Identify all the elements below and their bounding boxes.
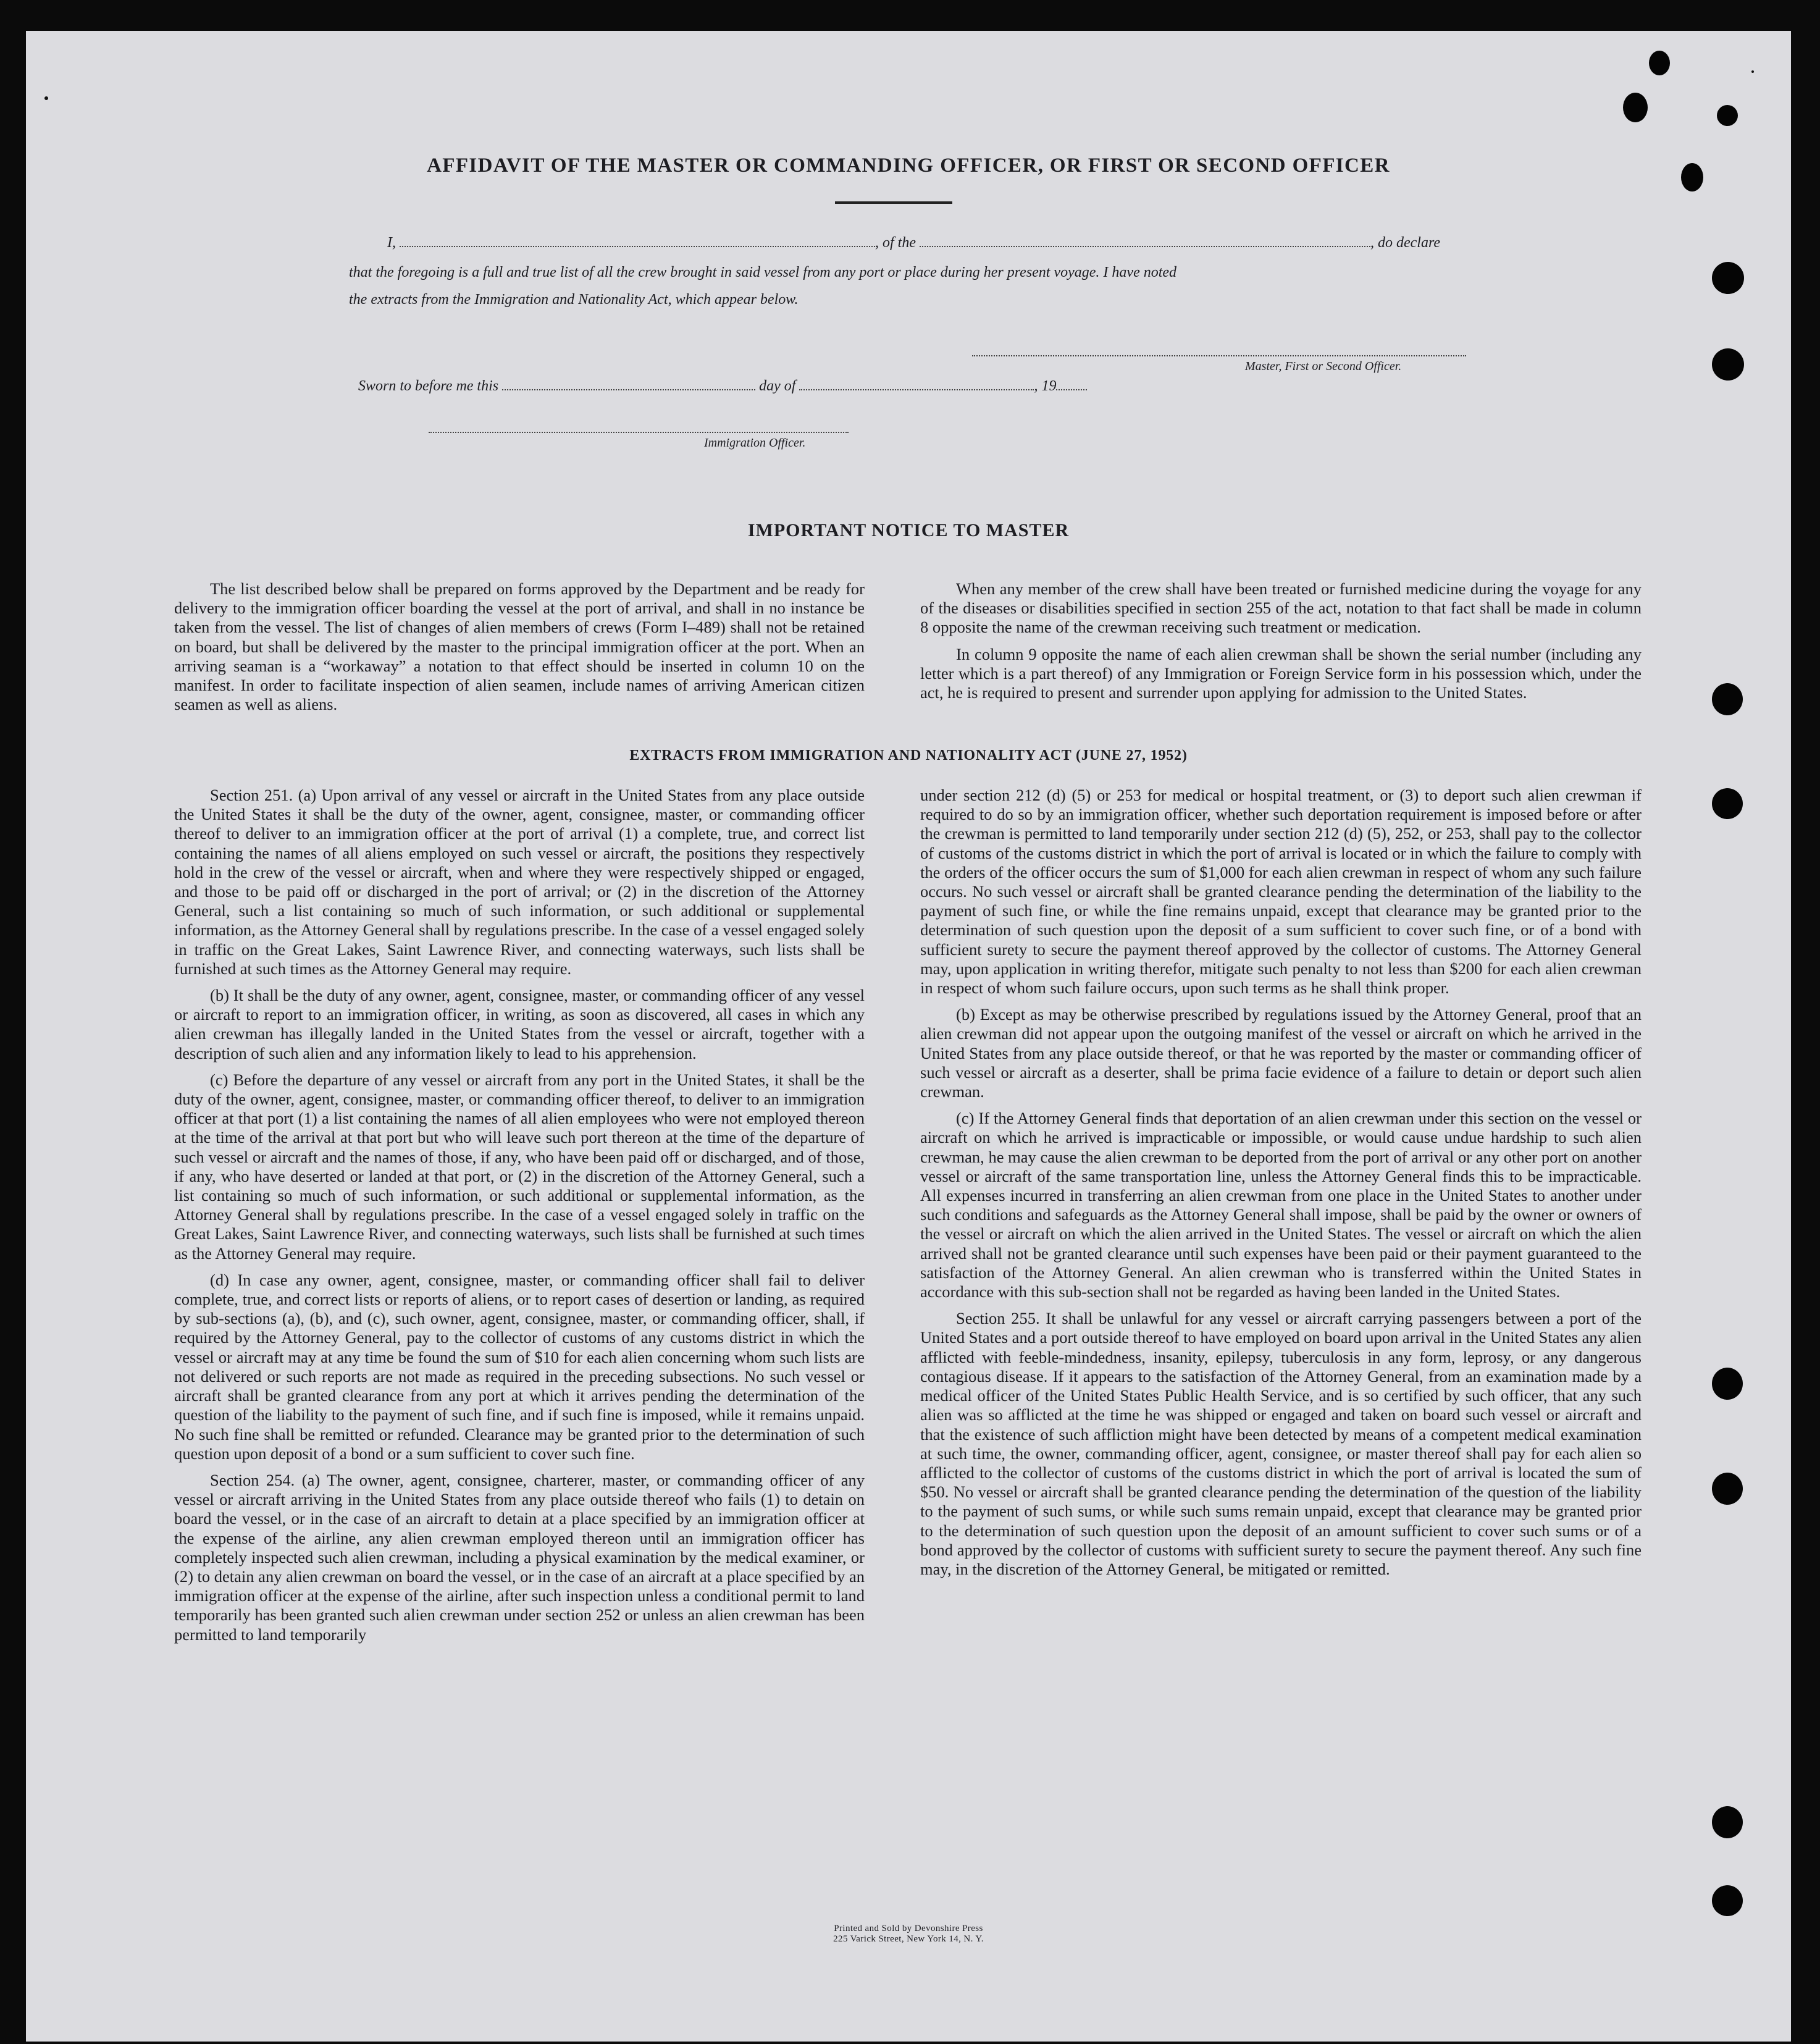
punch-hole bbox=[1712, 1473, 1743, 1505]
declarant-prefix: I, bbox=[387, 235, 396, 251]
punch-hole bbox=[1712, 788, 1743, 819]
notice-right-paragraph-1: When any member of the crew shall have been treated or furnished medicine during the voyage for any of the diseases or disabilities specified in section 255 of the act, notation to that fact shall be made in column 8 opposite the name of the crewman receiving such treatment or medication. bbox=[920, 579, 1642, 637]
declaration-line bbox=[387, 235, 1440, 251]
officer-signature-field[interactable] bbox=[972, 355, 1466, 356]
sworn-line bbox=[358, 378, 1087, 395]
sworn-year-field[interactable] bbox=[1056, 389, 1087, 390]
punch-hole bbox=[1717, 105, 1738, 126]
punch-hole bbox=[1623, 93, 1648, 122]
punch-hole bbox=[1712, 1368, 1743, 1400]
officer-signature-caption: Master, First or Second Officer. bbox=[1245, 360, 1402, 373]
declaration-text-line-3: the extracts from the Immigration and Nationality Act, which appear below. bbox=[349, 292, 799, 308]
notice-left-paragraph: The list described below shall be prepared on forms approved by the Department and be ready for delivery to the immigration officer boarding the vessel at the port of arrival, and shall in no instance be taken from the vessel. The list of changes of alien members of crews (Form I–489) shall not be retained on board, but shall be delivered by the master to the principal immigration officer at the port. When an arriving seaman is a “workaway” a notation to that effect should be inserted in column 10 on the manifest. In order to facilitate inspection of alien seamen, include names of arriving American citizen seamen as well as aliens. bbox=[174, 579, 865, 714]
notice-right-paragraph-2: In column 9 opposite the name of each alien crewman shall be shown the serial number (including any letter which is a part thereof) of any Immigration or Foreign Service form in his possession which, under the act, he is required to present and surrender upon applying for admission to the United States. bbox=[920, 644, 1642, 702]
punch-hole bbox=[1712, 683, 1743, 715]
year-prefix: , 19 bbox=[1034, 378, 1057, 394]
section-251-d: (d) In case any owner, agent, consignee, master, or commanding officer shall fail to deliver complete, true, and correct lists or reports of aliens, or to report cases of desertion or landing, as required by sub-sections (a), (b), and (c), such owner, agent, consignee, master, or commanding officer, shall, if required by the Attorney General, pay to the collector of customs of any customs district in which the vessel or aircraft may at any time be found the sum of $10 for each alien concerning whom such lists are not delivered or such reports are not made as required in the preceding subsections. No such vessel or aircraft shall be granted clearance from any port at which it arrives pending the determination of the question of the liability to the payment of such fine, and if such fine is imposed, while it remains unpaid. No such fine shall be remitted or refunded. Clearance may be granted prior to the determination of such question upon deposit of a bond or a sum sufficient to cover such fine. bbox=[174, 1270, 865, 1463]
section-255: Section 255. It shall be unlawful for any vessel or aircraft carrying passengers between a port of the United States and a port outside thereof to have employed on board upon arrival in the United States any alien afflicted with feeble-mindedness, insanity, epilepsy, tuberculosis in any form, leprosy, or any dangerous contagious disease. If it appears to the satisfaction of the Attorney General, from an examination made by a medical officer of the United States Public Health Service, and is so certified by such officer, that any such alien was so afflicted at the time he was shipped or engaged and taken on board such vessel or aircraft and that the existence of such affliction might have been detected by means of a competent medical examination at such time, the owner, commanding officer, agent, consignee, or master thereof shall pay for each alien so afflicted to the collector of customs of the customs district in which the port of arrival is located the sum of $50. No vessel or aircraft shall be granted clearance pending the determination of the question of the liability to the payment of such sums, or while such sums remain unpaid, except that clearance may be granted prior to the determination of such question upon the deposit of an amount sufficient to cover such sums or of a bond approved by the collector of customs with sufficient surety to secure the payment thereof. Any such fine may, in the discretion of the Attorney General, be mitigated or remitted. bbox=[920, 1309, 1642, 1578]
printer-imprint bbox=[26, 1924, 1791, 1945]
punch-hole bbox=[1712, 262, 1744, 294]
declaration-text-line-2: that the foregoing is a full and true list of all the crew brought in said vessel from any port or place during her present voyage. I have noted bbox=[349, 264, 1177, 280]
printer-line-2: 225 Varick Street, New York 14, N. Y. bbox=[833, 1934, 984, 1944]
printer-line-1: Printed and Sold by Devonshire Press bbox=[834, 1924, 983, 1933]
notice-left-column bbox=[174, 579, 865, 721]
immigration-officer-caption: Immigration Officer. bbox=[704, 436, 806, 450]
punch-hole bbox=[1649, 51, 1670, 75]
day-of-label: day of bbox=[759, 378, 796, 394]
section-251-b: (b) It shall be the duty of any owner, agent, consignee, master, or commanding officer of any vessel or aircraft to report to an immigration officer, in writing, as soon as discovered, all cases in which any alien crewman has illegally landed in the United States from the vessel or aircraft, together with a description of such alien and any information likely to lead to his apprehension. bbox=[174, 986, 865, 1062]
section-254-b: (b) Except as may be otherwise prescribed by regulations issued by the Attorney General, proof that an alien crewman did not appear upon the outgoing manifest of the vessel or aircraft on which he arrived in the United States from any place outside thereof, or that he was reported by the master or commanding officer of such vessel or aircraft as a deserter, shall be prima facie evidence of a failure to detain or deport such alien crewman. bbox=[920, 1005, 1642, 1101]
immigration-officer-signature-field[interactable] bbox=[429, 431, 849, 433]
affidavit-title: AFFIDAVIT OF THE MASTER OR COMMANDING OFFICER, OR FIRST OR SECOND OFFICER bbox=[427, 154, 1390, 177]
section-251-c: (c) Before the departure of any vessel or aircraft from any port in the United States, it shall be the duty of the owner, agent, consignee, master, or commanding officer thereof, to deliver to an immigration officer at that port (1) a list containing the names of all alien employees who were not employed thereon at the time of the arrival at that port but who will leave such port thereon at the time of the departure of such vessel or aircraft and the names of those, if any, who have been paid off or discharged, and of those, if any, who have deserted or landed at that port, or (2) in the discretion of the Attorney General, such a list containing so much of such information, or such additional or supplemental information, as the Attorney General shall by regulations prescribe. In the case of a vessel engaged solely in traffic on the Great Lakes, Saint Lawrence River, and connecting waterways, such lists shall be furnished at such times as the Attorney General may require. bbox=[174, 1070, 865, 1263]
section-254-a: Section 254. (a) The owner, agent, consignee, charterer, master, or commanding officer of any vessel or aircraft arriving in the United States from any place outside thereof who fails (1) to detain on board the vessel, or in the case of an aircraft to detain at a place specified by an immigration officer at the expense of the airline, any alien crewman employed thereon until an immigration officer has completely inspected such alien crewman, including a physical examination by the medical examiner, or (2) to detain any alien crewman on board the vessel, or in the case of an aircraft at a place specified by an immigration officer at the expense of the airline, after such inspection unless a conditional permit to land temporarily has been granted such alien crewman under section 252 or unless an alien crewman has been permitted to land temporarily bbox=[174, 1470, 865, 1644]
declarant-name-field[interactable] bbox=[400, 246, 875, 247]
punch-hole bbox=[1712, 348, 1744, 381]
extracts-heading: EXTRACTS FROM IMMIGRATION AND NATIONALITY ACT (JUNE 27, 1952) bbox=[629, 747, 1188, 763]
extracts-left-column bbox=[174, 786, 865, 1652]
document-page bbox=[26, 31, 1791, 2042]
scan-speck bbox=[1751, 70, 1754, 73]
extracts-right-column bbox=[920, 786, 1642, 1586]
notice-heading: IMPORTANT NOTICE TO MASTER bbox=[747, 520, 1070, 540]
of-the-label: , of the bbox=[875, 235, 916, 251]
sworn-day-field[interactable] bbox=[502, 389, 755, 390]
scan-speck bbox=[44, 96, 48, 100]
punch-hole bbox=[1712, 1885, 1743, 1916]
sworn-label: Sworn to before me this bbox=[358, 378, 499, 394]
title-underline bbox=[835, 201, 952, 204]
section-254-c: (c) If the Attorney General finds that deportation of an alien crewman under this section on the vessel or aircraft on which he arrived is impracticable or impossible, or would cause undue hardship to such alien crewman, he may cause the alien crewman to be deported from the port of arrival or any other port on another vessel or aircraft of the same transportation line, unless the Attorney General finds this to be impracticable. All expenses incurred in transferring an alien crewman from one place in the United States to another under such conditions and safeguards as the Attorney General shall impose, shall be paid by the owner or owners of the vessel or aircraft on which the alien arrived in the United States. The vessel or aircraft on which the alien arrived shall not be granted clearance until such expenses have been paid or their payment guaranteed to the satisfaction of the Attorney General. An alien crewman who is transferred within the United States in accordance with this sub-section shall not be regarded as having been landed in the United States. bbox=[920, 1109, 1642, 1302]
punch-hole bbox=[1712, 1806, 1743, 1838]
section-251-a: Section 251. (a) Upon arrival of any vessel or aircraft in the United States from any place outside the United States it shall be the duty of the owner, agent, consignee, master, or commanding officer thereof to deliver to an immigration officer at the port of arrival (1) a complete, true, and correct list containing the names of all aliens employed on such vessel or aircraft, the positions they respectively hold in the crew of the vessel or aircraft, when and where they were respectively shipped or engaged, and those to be paid off or discharged in the port of arrival; or (2) in the discretion of the Attorney General, such a list containing so much of such information, or such additional or supplemental information, as the Attorney General shall by regulations prescribe. In the case of a vessel engaged solely in traffic on the Great Lakes, Saint Lawrence River, and connecting waterways, such lists shall be furnished at such times as the Attorney General may require. bbox=[174, 786, 865, 978]
sworn-month-field[interactable] bbox=[799, 389, 1034, 390]
vessel-name-field[interactable] bbox=[920, 246, 1370, 247]
do-declare-label: , do declare bbox=[1370, 235, 1441, 251]
notice-right-column bbox=[920, 579, 1642, 710]
section-254-a-continued: under section 212 (d) (5) or 253 for medical or hospital treatment, or (3) to deport such alien crewman if required to do so by an immigration officer, whether such deportation requirement is imposed before or after the crewman is permitted to land temporarily under section 212 (d) (5), 252, or 253, shall pay to the collector of customs of the customs district in which the port of arrival is located or in which the failure to comply with the orders of the officer occurs the sum of $1,000 for each alien crewman in respect of whom any such failure occurs. No such vessel or aircraft shall be granted clearance pending the determination of the liability to the payment of such fine, or while the fine remains unpaid, except that clearance may be granted prior to the determination of such question upon the deposit of a sum sufficient to cover such fine, or of a bond with sufficient surety to secure the payment thereof approved by the collector of customs. The Attorney General may, upon application in writing therefor, mitigate such penalty to not less than $200 for each alien crewman in respect of whom such failure occurs, upon such terms as he shall think proper. bbox=[920, 786, 1642, 998]
